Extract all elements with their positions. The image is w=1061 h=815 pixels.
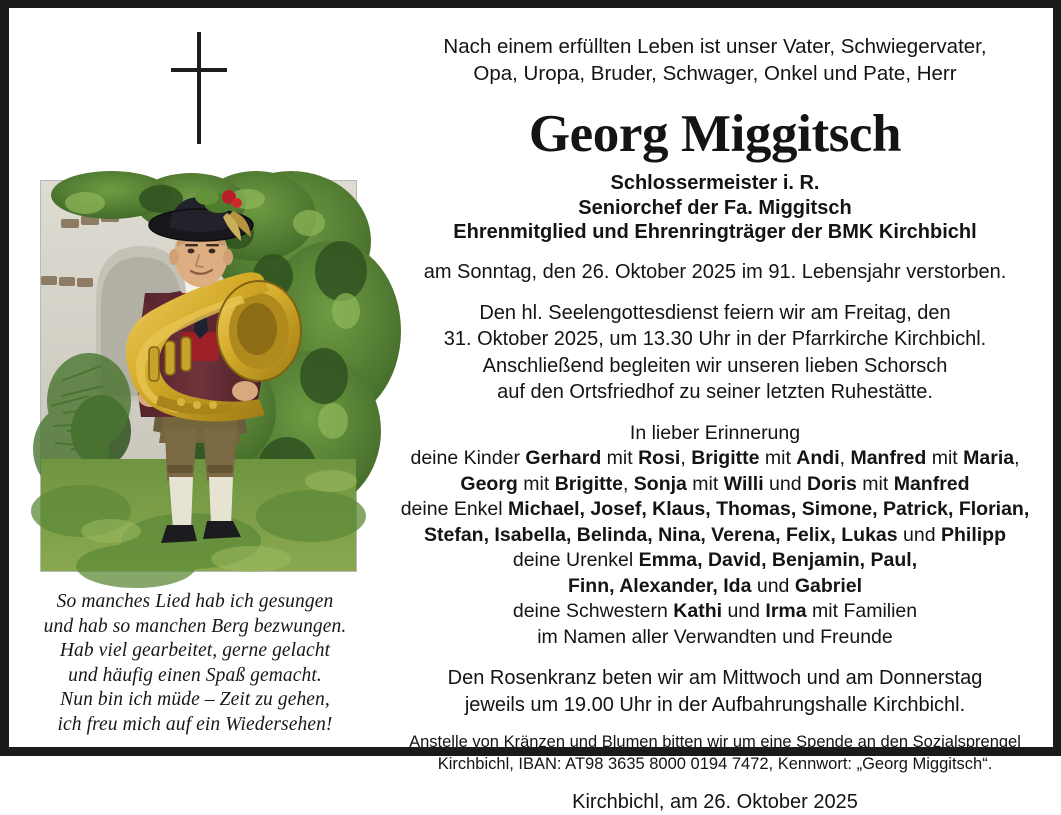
connector-text: mit bbox=[856, 472, 894, 495]
title-line: Seniorchef der Fa. Miggitsch bbox=[578, 196, 852, 219]
connector-text: , bbox=[622, 472, 634, 495]
memory-heading: In lieber Erinnerung bbox=[629, 421, 801, 444]
family-name: Willi bbox=[723, 472, 764, 495]
family-name: Gerhard bbox=[525, 447, 602, 469]
intro-text bbox=[377, 33, 1053, 87]
rosary-info bbox=[377, 665, 1053, 718]
service-line: 31. Oktober 2025, um 13.30 Uhr in der Pfarrkirche Kirchbichl. bbox=[443, 328, 987, 350]
poem-line: Nun bin ich müde – Zeit zu gehen, bbox=[60, 689, 330, 710]
family-name: Irma bbox=[765, 600, 807, 622]
connector-text: deine Schwestern bbox=[512, 600, 674, 622]
connector-text: deine Kinder bbox=[410, 447, 526, 469]
poem-line: So manches Lied hab ich gesungen bbox=[56, 591, 334, 612]
connector-text: und bbox=[722, 600, 766, 622]
memory-line bbox=[377, 472, 1053, 498]
obituary-sheet bbox=[9, 8, 1053, 813]
connector-text: mit bbox=[517, 472, 555, 495]
family-name: Maria bbox=[963, 447, 1015, 469]
poem-line: und hab so manchen Berg bezwungen. bbox=[43, 615, 347, 637]
connector-text: mit bbox=[686, 472, 724, 495]
family-name: Andi bbox=[796, 447, 840, 469]
left-column bbox=[9, 8, 377, 747]
memory-line bbox=[377, 574, 1053, 600]
family-name: Emma, David, Benjamin, Paul, bbox=[638, 549, 918, 571]
connector-text: und bbox=[751, 574, 795, 597]
cross-container bbox=[9, 32, 377, 147]
family-name: Rosi bbox=[638, 447, 681, 469]
death-announcement: am Sonntag, den 26. Oktober 2025 im 91. Lebensjahr verstorben. bbox=[423, 260, 1007, 283]
family-name: Gabriel bbox=[794, 574, 863, 597]
connector-text: mit bbox=[759, 447, 797, 469]
family-name: Brigitte bbox=[554, 472, 623, 495]
rosary-line: jeweils um 19.00 Uhr in der Aufbahrungshalle Kirchbichl. bbox=[464, 693, 966, 716]
service-line: auf den Ortsfriedhof zu seiner letzten Ruhestätte. bbox=[497, 381, 933, 403]
family-memorial bbox=[377, 421, 1053, 651]
deceased-titles bbox=[377, 171, 1053, 245]
connector-text: und bbox=[897, 523, 941, 546]
christian-cross-icon bbox=[166, 32, 232, 144]
connector-text: mit Familien bbox=[806, 600, 918, 622]
connector-text: mit bbox=[926, 447, 964, 469]
portrait-photograph bbox=[41, 181, 356, 571]
family-name: Stefan, Isabella, Belinda, Nina, Verena, Felix, Lukas bbox=[424, 523, 898, 546]
connector-text: deine Enkel bbox=[400, 498, 509, 520]
family-name: Manfred bbox=[850, 447, 927, 469]
family-name: Georg bbox=[460, 472, 518, 495]
family-name: Doris bbox=[807, 472, 857, 495]
memory-line bbox=[377, 523, 1053, 549]
poem-line: Hab viel gearbeitet, gerne gelacht bbox=[59, 640, 331, 661]
connector-text: deine Urenkel bbox=[512, 549, 639, 571]
deceased-name: Georg Miggitsch bbox=[528, 105, 902, 163]
connector-text: , bbox=[1014, 447, 1020, 469]
family-name: Manfred bbox=[893, 472, 970, 495]
intro-line: Nach einem erfüllten Leben ist unser Vater, Schwiegervater, bbox=[443, 35, 987, 58]
connector-text: , bbox=[839, 447, 851, 469]
donation-request bbox=[377, 731, 1053, 775]
family-name: Brigitte bbox=[691, 447, 760, 469]
place-and-date: Kirchbichl, am 26. Oktober 2025 bbox=[572, 791, 858, 813]
cross-horizontal-bar bbox=[171, 68, 227, 72]
family-name: Sonja bbox=[633, 472, 687, 495]
memory-line bbox=[377, 548, 1053, 574]
poem-line: ich freu mich auf ein Wiedersehen! bbox=[57, 713, 333, 735]
poem-line: und häufig einen Spaß gemacht. bbox=[68, 664, 322, 686]
memory-line bbox=[377, 625, 1053, 651]
connector-text: im Namen aller Verwandten und Freunde bbox=[537, 625, 893, 648]
family-name: Michael, Josef, Klaus, Thomas, Simone, Patrick, Florian, bbox=[508, 498, 1030, 520]
connector-text: mit bbox=[601, 447, 639, 469]
memory-line bbox=[377, 446, 1053, 472]
connector-text: und bbox=[763, 472, 808, 495]
portrait-photo-frame bbox=[40, 180, 357, 572]
service-line: Den hl. Seelengottesdienst feiern wir am Freitag, den bbox=[479, 301, 951, 324]
donation-line: Anstelle von Kränzen und Blumen bitten wir um eine Spende an den Sozialsprengel bbox=[409, 733, 1021, 751]
family-name: Philipp bbox=[940, 523, 1006, 546]
title-line: Ehrenmitglied und Ehrenringträger der BMK Kirchbichl bbox=[453, 221, 977, 243]
right-column bbox=[377, 8, 1053, 813]
memory-line bbox=[377, 497, 1053, 523]
memorial-poem bbox=[17, 590, 373, 737]
donation-line: Kirchbichl, IBAN: AT98 3635 8000 0194 7472, Kennwort: „Georg Miggitsch“. bbox=[437, 755, 993, 773]
family-name: Finn, Alexander, Ida bbox=[567, 574, 752, 597]
family-name: Kathi bbox=[673, 600, 723, 622]
intro-line: Opa, Uropa, Bruder, Schwager, Onkel und Pate, Herr bbox=[473, 62, 957, 85]
cross-vertical-bar bbox=[197, 32, 201, 144]
memory-line bbox=[377, 599, 1053, 625]
title-line: Schlossermeister i. R. bbox=[610, 172, 820, 194]
photo-illustration bbox=[41, 181, 356, 571]
rosary-line: Den Rosenkranz beten wir am Mittwoch und am Donnerstag bbox=[447, 667, 983, 689]
service-line: Anschließend begleiten wir unseren lieben Schorsch bbox=[482, 354, 948, 377]
connector-text: , bbox=[680, 447, 692, 469]
funeral-service-info bbox=[377, 300, 1053, 406]
